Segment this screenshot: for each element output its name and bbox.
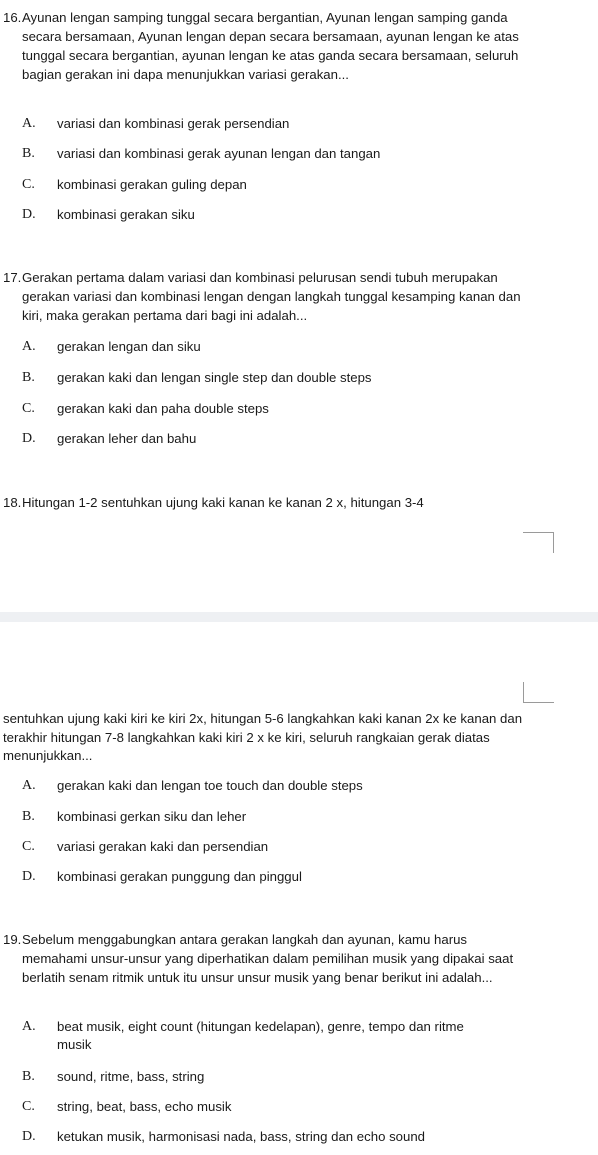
option-16-b	[0, 145, 497, 163]
option-18-d	[0, 868, 497, 886]
option-text: variasi gerakan kaki dan persendian	[57, 839, 269, 854]
option-text: kombinasi gerakan punggung dan pinggul	[57, 869, 302, 884]
option-letter: B.	[22, 1069, 35, 1084]
option-19-c	[0, 1098, 497, 1116]
option-letter: C.	[22, 177, 35, 192]
option-letter: B.	[22, 370, 35, 385]
option-text: kombinasi gerakan siku	[57, 207, 195, 222]
option-text: variasi dan kombinasi gerak ayunan lengan dan tangan	[57, 146, 381, 161]
option-letter: C.	[22, 401, 35, 416]
option-18-c	[0, 838, 497, 856]
option-letter: D.	[22, 207, 36, 222]
option-18-b	[0, 808, 497, 826]
question-text: Sebelum menggabungkan antara gerakan langkah dan ayunan, kamu harus memahami unsur-unsur yang diperhatikan dalam pemilihan musik yang dipakai saat berlatih senam ritmik untuk itu unsur unsur musik yang benar berikut ini adalah...	[22, 932, 514, 985]
option-letter: B.	[22, 146, 35, 161]
option-text: kombinasi gerkan siku dan leher	[57, 809, 247, 824]
page-break-divider	[0, 612, 598, 622]
option-letter: A.	[22, 1019, 36, 1034]
option-17-d	[0, 430, 497, 448]
question-19-stem	[0, 930, 598, 987]
option-18-a	[0, 777, 497, 795]
option-17-c	[0, 400, 497, 418]
option-19-b	[0, 1068, 497, 1086]
option-text: ketukan musik, harmonisasi nada, bass, string dan echo sound	[57, 1129, 425, 1144]
option-letter: A.	[22, 116, 36, 131]
question-18-continuation	[0, 710, 598, 766]
option-16-a	[0, 115, 497, 133]
option-text: gerakan kaki dan paha double steps	[57, 401, 269, 416]
option-letter: B.	[22, 809, 35, 824]
question-number: 16.	[3, 10, 22, 25]
option-17-b	[0, 369, 497, 387]
option-letter: C.	[22, 839, 35, 854]
option-letter: C.	[22, 1099, 35, 1114]
option-text: string, beat, bass, echo musik	[57, 1099, 232, 1114]
option-letter: D.	[22, 869, 36, 884]
question-text: sentuhkan ujung kaki kiri ke kiri 2x, hitungan 5-6 langkahkan kaki kanan 2x ke kanan dan terakhir hitungan 7-8 langkahkan kaki kiri 2 x ke kiri, seluruh rangkaian gerak diatas menunjukkan...	[3, 711, 523, 763]
option-letter: A.	[22, 778, 36, 793]
question-16-stem	[0, 8, 598, 84]
option-text: gerakan leher dan bahu	[57, 431, 197, 446]
question-17-stem	[0, 268, 598, 325]
option-16-c	[0, 176, 497, 194]
option-letter: A.	[22, 339, 36, 354]
question-18-stem	[0, 493, 598, 512]
crop-corner-mark	[523, 682, 554, 703]
option-16-d	[0, 206, 497, 224]
option-text: beat musik, eight count (hitungan kedelapan), genre, tempo dan ritme musik	[57, 1019, 464, 1052]
option-text: kombinasi gerakan guling depan	[57, 177, 247, 192]
question-number: 18.	[3, 495, 22, 510]
option-letter: D.	[22, 1129, 36, 1144]
crop-corner-mark	[523, 532, 554, 553]
option-letter: D.	[22, 431, 36, 446]
question-number: 19.	[3, 932, 22, 947]
option-text: gerakan kaki dan lengan single step dan double steps	[57, 370, 372, 385]
question-text: Gerakan pertama dalam variasi dan kombinasi pelurusan sendi tubuh merupakan gerakan variasi dan kombinasi lengan dengan langkah tunggal kesamping kanan dan kiri, maka gerakan pertama dari bagi ini adalah...	[22, 270, 521, 323]
question-text: Hitungan 1-2 sentuhkan ujung kaki kanan ke kanan 2 x, hitungan 3-4	[22, 495, 424, 510]
option-text: sound, ritme, bass, string	[57, 1069, 205, 1084]
question-number: 17.	[3, 270, 22, 285]
option-19-a	[0, 1018, 497, 1054]
option-text: variasi dan kombinasi gerak persendian	[57, 116, 290, 131]
option-19-d	[0, 1128, 497, 1146]
option-text: gerakan lengan dan siku	[57, 339, 201, 354]
option-text: gerakan kaki dan lengan toe touch dan double steps	[57, 778, 363, 793]
option-17-a	[0, 338, 497, 356]
question-text: Ayunan lengan samping tunggal secara bergantian, Ayunan lengan samping ganda secara bersamaan, Ayunan lengan depan secara bersamaan, ayunan lengan ke atas tunggal secara bergantian, ayunan lengan ke atas ganda secara bersamaan, seluruh bagian gerakan ini dapa menunjukkan variasi gerakan...	[22, 10, 519, 82]
